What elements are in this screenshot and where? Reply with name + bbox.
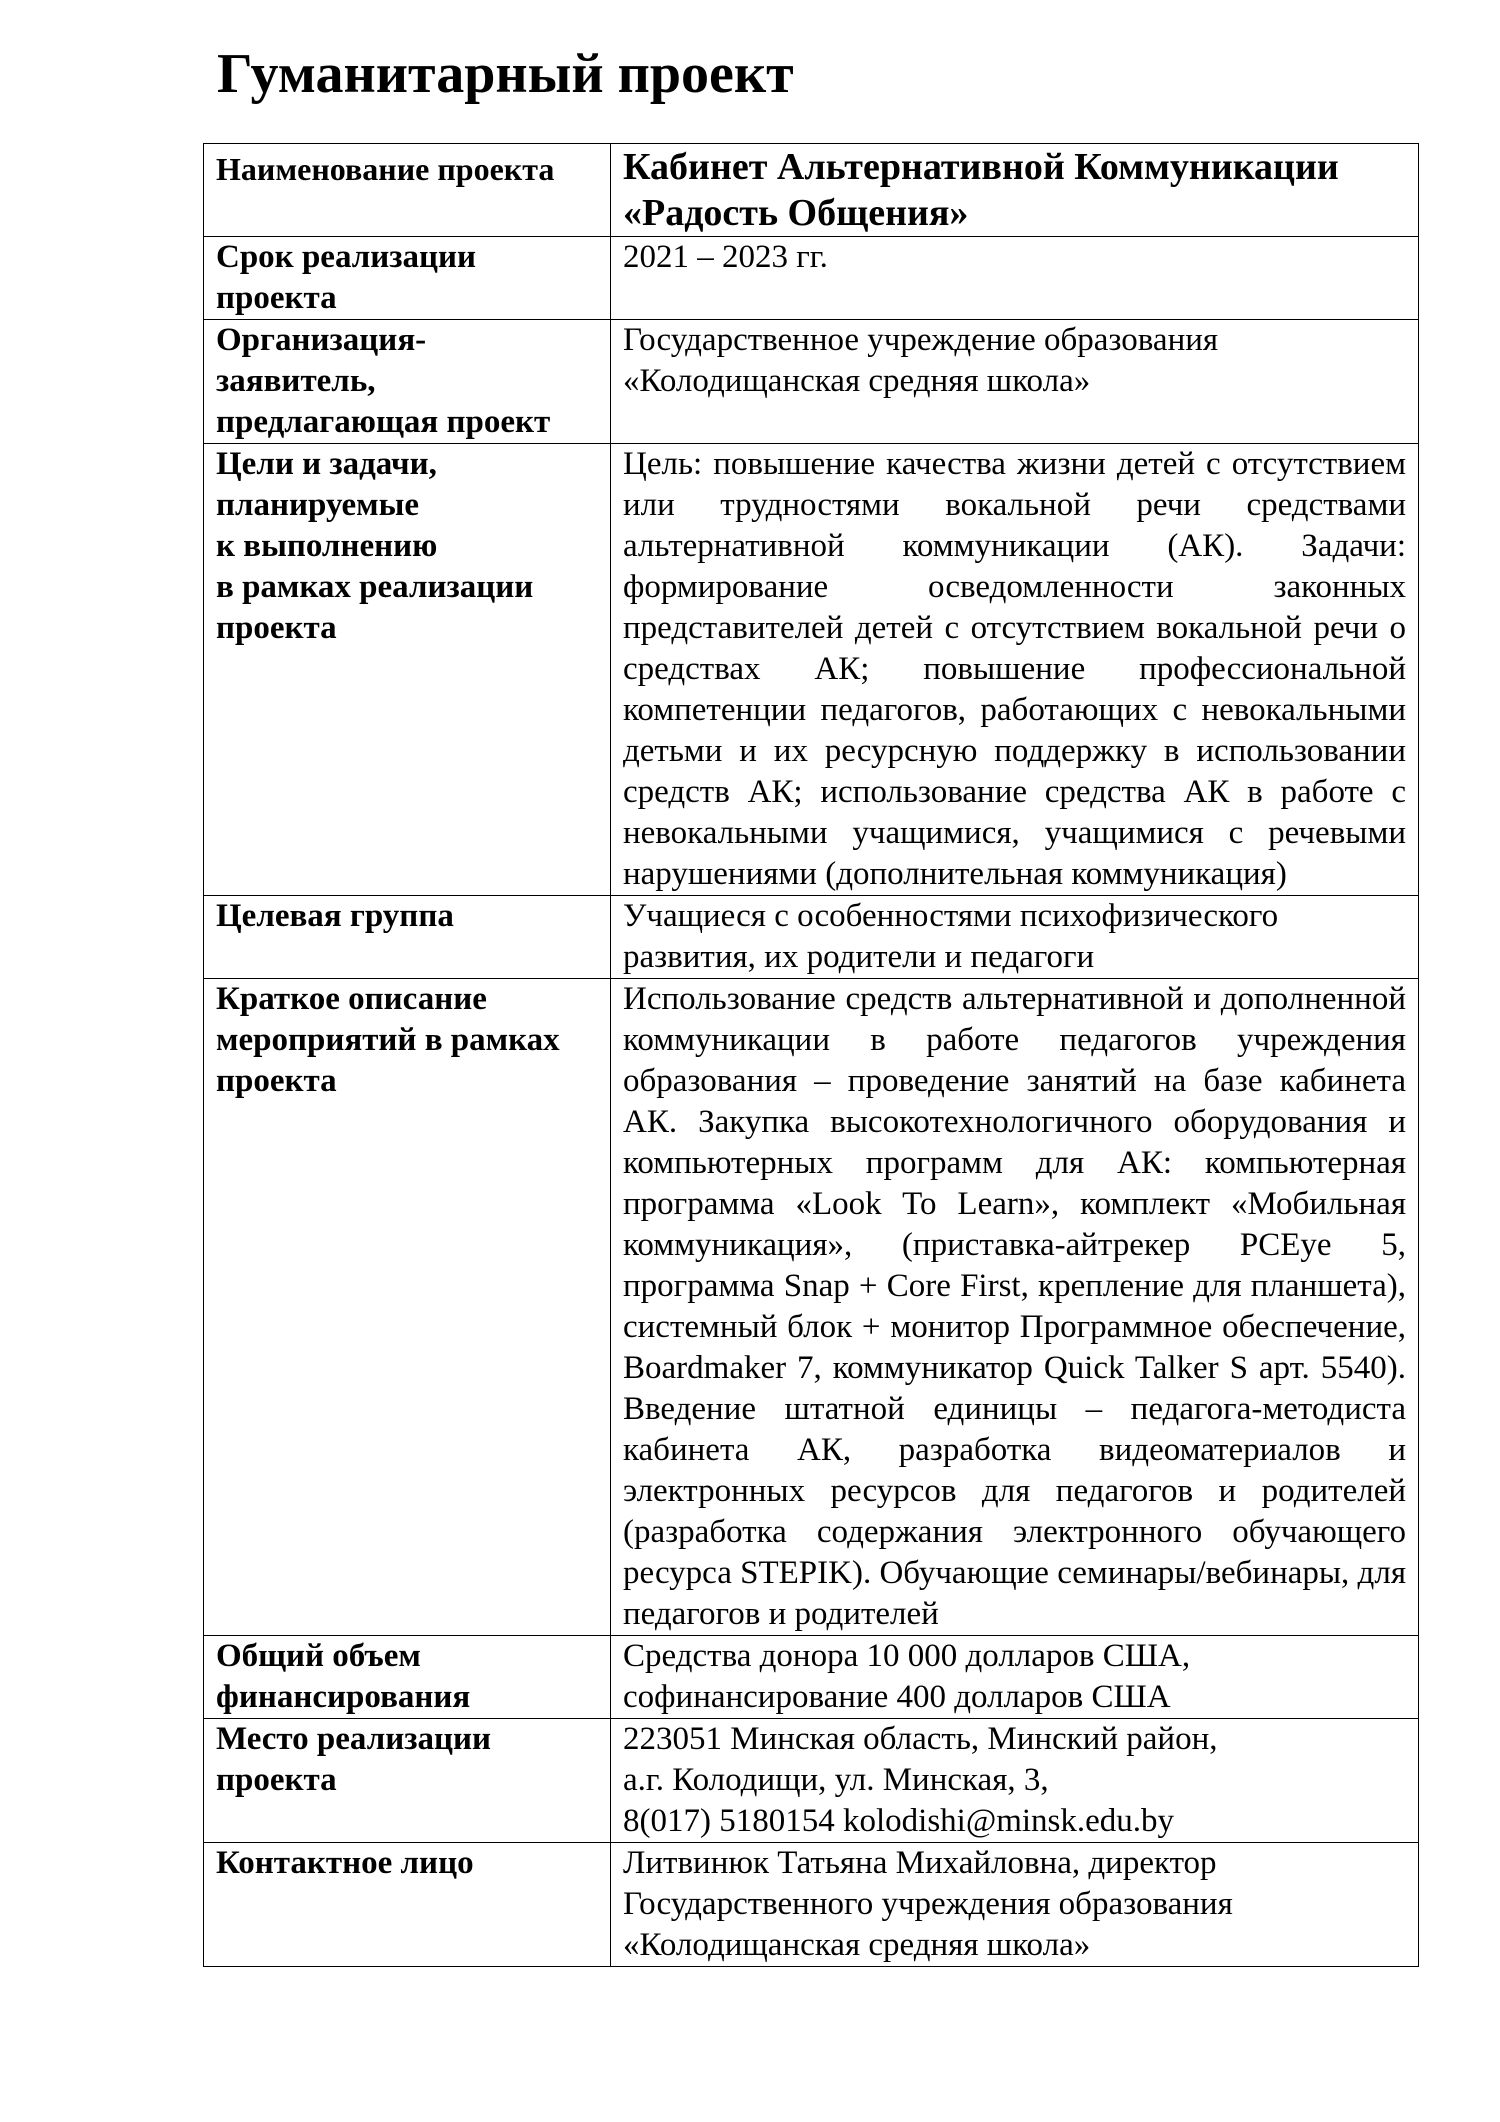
project-name-line-1: Кабинет Альтернативной Коммуникации: [623, 146, 1339, 188]
row-applicant-organization: [204, 320, 1419, 444]
row-activities-description: [204, 979, 1419, 1636]
project-name-label-text: Наименование проекта: [216, 151, 555, 187]
target-group-line-2: развития, их родители и педагоги: [623, 939, 1095, 975]
row-total-funding: [204, 1636, 1419, 1719]
row-implementation-period: [204, 237, 1419, 320]
implementation-period-label-text: Срок реализации проекта: [216, 239, 477, 316]
project-name-value: [611, 144, 1419, 237]
implementation-place-line-3: 8(017) 5180154 kolodishi@minsk.edu.by: [623, 1803, 1175, 1839]
applicant-organization-line-1: Государственное учреждение образования: [623, 322, 1219, 358]
goals-and-tasks-value: Цель: повышение качества жизни детей с отсутствием или трудностями вокальной речи средствами альтернативной коммуникации (АК). Задачи: формирование осведомленности законных представителей детей с отсутствием вокальной речи о средствах АК; повышение профессиональной компетенции педагогов, работающих с невокальными детьми и их ресурсную поддержку в использовании средств АК; использование средства АК в работе с невокальными учащимися, учащимися с речевыми нарушениями (дополнительная коммуникация): [611, 444, 1419, 896]
contact-person-label: [204, 1843, 611, 1967]
activities-description-label-text: Краткое описание мероприятий в рамках проекта: [216, 981, 560, 1099]
implementation-period-label: [204, 237, 611, 320]
target-group-value: [611, 896, 1419, 979]
contact-person-line-1: Литвинюк Татьяна Михайловна, директор: [623, 1845, 1217, 1881]
project-info-table: [203, 143, 1419, 1967]
goals-and-tasks-label-text: Цели и задачи, планируемые к выполнению в рамках реализации проекта: [216, 446, 534, 646]
activities-description-label: [204, 979, 611, 1636]
implementation-place-line-1: 223051 Минская область, Минский район,: [623, 1721, 1218, 1757]
applicant-organization-line-2: «Колодищанская средняя школа»: [623, 363, 1091, 399]
project-name-line-2: «Радость Общения»: [623, 192, 969, 234]
applicant-organization-label: [204, 320, 611, 444]
implementation-place-label-text: Место реализации проекта: [216, 1721, 492, 1798]
page-title: Гуманитарный проект: [217, 43, 794, 105]
target-group-line-1: Учащиеся с особенностями психофизического: [623, 898, 1279, 934]
row-project-name: [204, 144, 1419, 237]
row-target-group: [204, 896, 1419, 979]
activities-description-value: Использование средств альтернативной и дополненной коммуникации в работе педагогов учреждения образования – проведение занятий на базе кабинета АК. Закупка высокотехнологичного оборудования и компьютерных программ для АК: компьютерная программа «Look To Learn», комплект «Мобильная коммуникация», (приставка-айтрекер PCEye 5, программа Snap + Core First, крепление для планшета), системный блок + монитор Программное обеспечение, Boardmaker 7, коммуникатор Quick Talker S арт. 5540). Введение штатной единицы – педагога-методиста кабинета АК, разработка видеоматериалов и электронных ресурсов для педагогов и родителей (разработка содержания электронного обучающего ресурса STEPIK). Обучающие семинары/вебинары, для педагогов и родителей: [611, 979, 1419, 1636]
total-funding-label-text: Общий объем финансирования: [216, 1638, 471, 1715]
target-group-label: [204, 896, 611, 979]
row-contact-person: [204, 1843, 1419, 1967]
implementation-period-value: [611, 237, 1419, 320]
target-group-label-text: Целевая группа: [216, 898, 454, 934]
total-funding-value: [611, 1636, 1419, 1719]
total-funding-line-1: Средства донора 10 000 долларов США,: [623, 1638, 1191, 1674]
implementation-period-line-1: 2021 – 2023 гг.: [623, 239, 828, 275]
contact-person-line-3: «Колодищанская средняя школа»: [623, 1927, 1091, 1963]
implementation-place-value: [611, 1719, 1419, 1843]
implementation-place-line-2: а.г. Колодищи, ул. Минская, 3,: [623, 1762, 1049, 1798]
total-funding-label: [204, 1636, 611, 1719]
goals-and-tasks-label: [204, 444, 611, 896]
applicant-organization-value: [611, 320, 1419, 444]
contact-person-line-2: Государственного учреждения образования: [623, 1886, 1233, 1922]
project-name-label: [204, 144, 611, 237]
total-funding-line-2: софинансирование 400 долларов США: [623, 1679, 1171, 1715]
contact-person-label-text: Контактное лицо: [216, 1845, 474, 1881]
contact-person-value: [611, 1843, 1419, 1967]
applicant-organization-label-text: Организация- заявитель, предлагающая проект: [216, 322, 551, 440]
row-goals-and-tasks: [204, 444, 1419, 896]
implementation-place-label: [204, 1719, 611, 1843]
row-implementation-place: [204, 1719, 1419, 1843]
